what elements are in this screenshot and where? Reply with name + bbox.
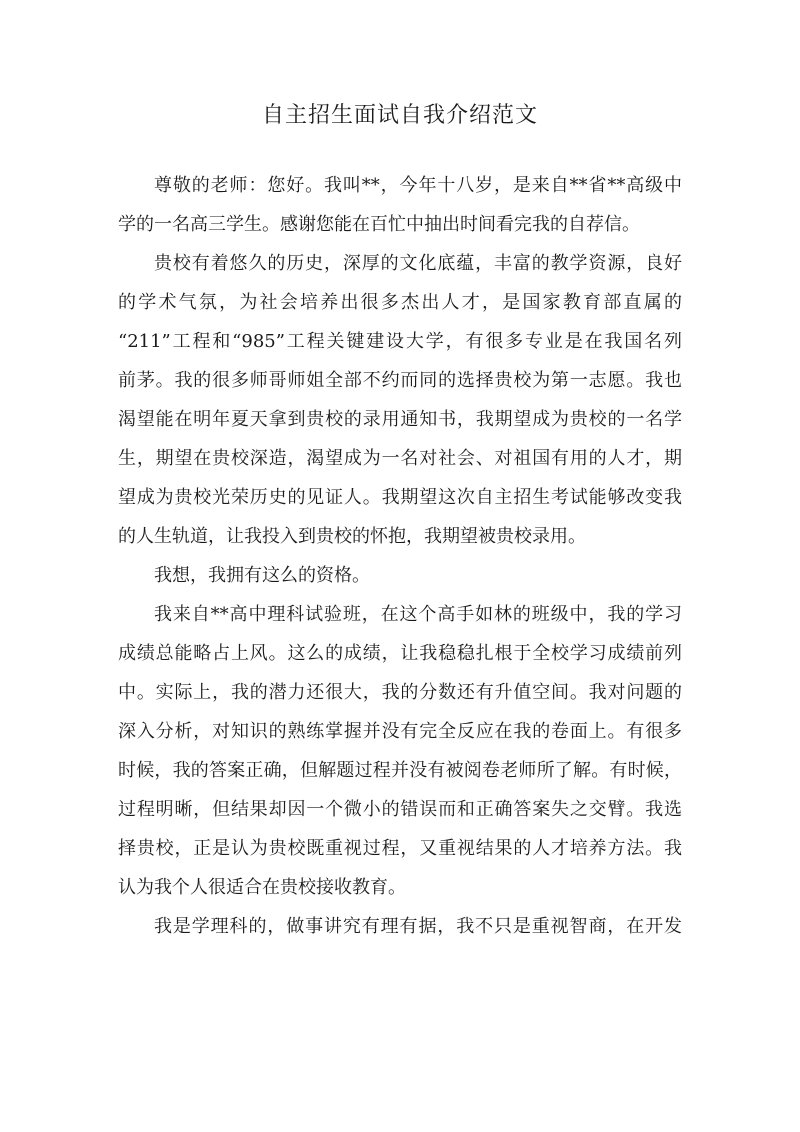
paragraph-line: 生，期望在贵校深造，渴望成为一名对社会、对祖国有用的人才，期 — [118, 448, 682, 469]
paragraph-line: 认为我个人很适合在贵校接收教育。 — [118, 877, 406, 898]
paragraph-line: 学的一名高三学生。感谢您能在百忙中抽出时间看完我的自荐信。 — [118, 214, 640, 235]
paragraph-line: “211”工程和“985”工程关键建设大学，有很多专业是在我国名列 — [118, 331, 682, 352]
paragraph-line: 时候，我的答案正确，但解题过程并没有被阅卷老师所了解。有时候， — [118, 760, 682, 781]
paragraph-line: 尊敬的老师：您好。我叫**，今年十八岁，是来自**省**高级中 — [154, 175, 682, 196]
paragraph-line: 成绩总能略占上风。这么的成绩，让我稳稳扎根于全校学习成绩前列 — [118, 643, 682, 664]
paragraph-line: 择贵校，正是认为贵校既重视过程，又重视结果的人才培养方法。我 — [118, 838, 682, 859]
document-title: 自主招生面试自我介绍范文 — [261, 103, 538, 128]
paragraph-line: 的学术气氛，为社会培养出很多杰出人才，是国家教育部直属的 — [118, 292, 682, 313]
paragraph-line: 望成为贵校光荣历史的见证人。我期望这次自主招生考试能够改变我 — [118, 487, 682, 508]
paragraph-line: 我来自**高中理科试验班，在这个高手如林的班级中，我的学习 — [154, 604, 682, 625]
paragraph-line: 我是学理科的，做事讲究有理有据，我不只是重视智商，在开发 — [154, 916, 682, 937]
paragraph-line: 渴望能在明年夏天拿到贵校的录用通知书，我期望成为贵校的一名学 — [118, 409, 682, 430]
paragraph-line: 中。实际上，我的潜力还很大，我的分数还有升值空间。我对问题的 — [118, 682, 682, 703]
paragraph-line: 前茅。我的很多师哥师姐全部不约而同的选择贵校为第一志愿。我也 — [118, 370, 682, 391]
paragraph-line: 贵校有着悠久的历史，深厚的文化底蕴，丰富的教学资源，良好 — [154, 253, 682, 274]
paragraph-line: 深入分析，对知识的熟练掌握并没有完全反应在我的卷面上。有很多 — [118, 721, 682, 742]
document-body — [118, 166, 682, 946]
paragraph-line: 过程明晰，但结果却因一个微小的错误而和正确答案失之交臂。我选 — [118, 799, 682, 820]
paragraph-line: 我想，我拥有这么的资格。 — [154, 565, 370, 586]
paragraph-line: 的人生轨道，让我投入到贵校的怀抱，我期望被贵校录用。 — [118, 526, 586, 547]
